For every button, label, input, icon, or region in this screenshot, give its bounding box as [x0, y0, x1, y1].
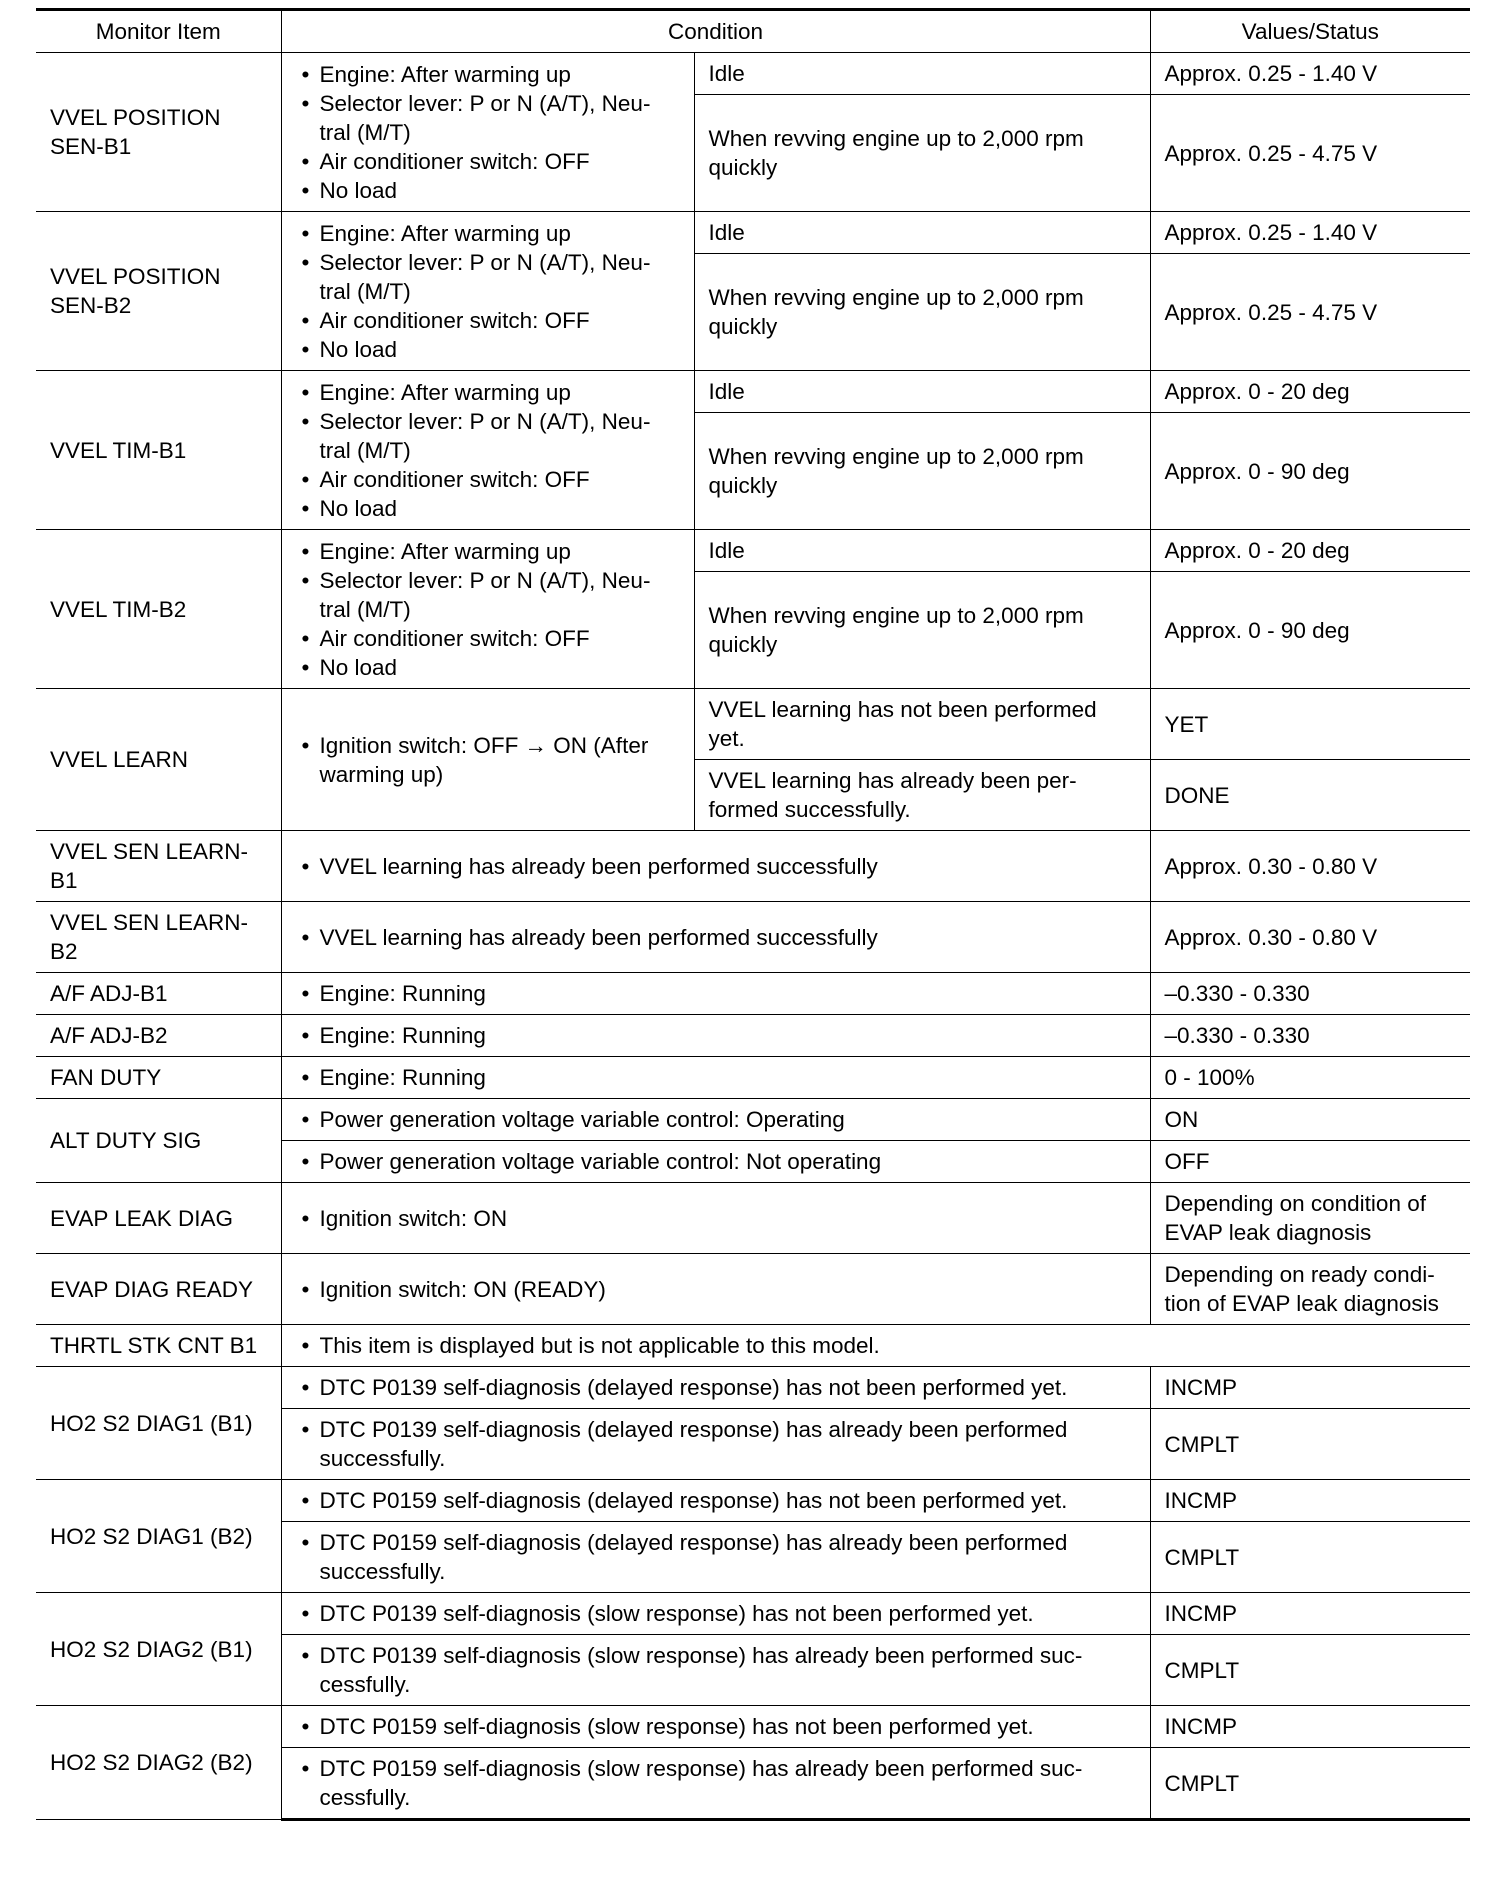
monitor-item-cell: A/F ADJ-B1 — [36, 973, 281, 1015]
monitor-item-cell: HO2 S2 DIAG1 (B2) — [36, 1480, 281, 1593]
monitor-item-cell: HO2 S2 DIAG2 (B2) — [36, 1706, 281, 1820]
value-cell: Approx. 0.30 - 0.80 V — [1150, 902, 1470, 973]
condition-cell — [281, 1748, 1150, 1820]
list-item: • Power generation voltage variable control: Operating — [296, 1105, 1136, 1134]
condition-cell — [281, 1254, 1150, 1325]
condition-cell — [281, 1480, 1150, 1522]
sub-condition-cell: When revving engine up to 2,000 rpm quickly — [694, 95, 1150, 212]
value-cell: CMPLT — [1150, 1635, 1470, 1706]
condition-list — [296, 1331, 1457, 1360]
value-cell: Approx. 0.30 - 0.80 V — [1150, 831, 1470, 902]
monitor-item-cell: VVEL LEARN — [36, 689, 281, 831]
header-condition: Condition — [281, 10, 1150, 53]
header-monitor-item: Monitor Item — [36, 10, 281, 53]
condition-cell — [281, 1325, 1470, 1367]
value-cell: Depending on ready condi-tion of EVAP leak diagnosis — [1150, 1254, 1470, 1325]
condition-list — [296, 1021, 1136, 1050]
condition-cell — [281, 371, 694, 530]
monitor-item-cell: VVEL POSITION SEN-B1 — [36, 53, 281, 212]
list-item: • Engine: After warming up — [296, 378, 680, 407]
table-row — [36, 530, 1470, 572]
monitor-item-cell: VVEL SEN LEARN-B1 — [36, 831, 281, 902]
list-item: • Ignition switch: ON (READY) — [296, 1275, 1136, 1304]
condition-cell — [281, 1706, 1150, 1748]
condition-list — [296, 1063, 1136, 1092]
condition-cell — [281, 1183, 1150, 1254]
list-item: • VVEL learning has already been performed successfully — [296, 923, 1136, 952]
condition-list — [296, 1641, 1136, 1699]
table-row — [36, 212, 1470, 254]
table-row — [36, 1254, 1470, 1325]
value-cell: CMPLT — [1150, 1748, 1470, 1820]
list-item: • Air conditioner switch: OFF — [296, 465, 680, 494]
list-item: • Air conditioner switch: OFF — [296, 306, 680, 335]
condition-cell — [281, 1141, 1150, 1183]
condition-cell — [281, 973, 1150, 1015]
condition-cell — [281, 1522, 1150, 1593]
list-item: • Air conditioner switch: OFF — [296, 624, 680, 653]
condition-list — [296, 219, 680, 364]
monitor-item-cell: VVEL TIM-B2 — [36, 530, 281, 689]
monitor-item-cell: A/F ADJ-B2 — [36, 1015, 281, 1057]
monitor-item-cell: HO2 S2 DIAG2 (B1) — [36, 1593, 281, 1706]
table-row — [36, 1015, 1470, 1057]
table-row — [36, 1099, 1470, 1141]
list-item: • Selector lever: P or N (A/T), Neu-tral (M/T) — [296, 566, 680, 624]
list-item: • No load — [296, 335, 680, 364]
table-row — [36, 831, 1470, 902]
condition-list — [296, 537, 680, 682]
condition-cell — [281, 530, 694, 689]
monitor-item-cell: VVEL SEN LEARN-B2 — [36, 902, 281, 973]
condition-list — [296, 1415, 1136, 1473]
list-item: • No load — [296, 653, 680, 682]
sub-condition-cell: Idle — [694, 212, 1150, 254]
table-row — [36, 1325, 1470, 1367]
list-item: • Engine: Running — [296, 1063, 1136, 1092]
condition-list — [296, 1712, 1136, 1741]
condition-cell — [281, 1015, 1150, 1057]
value-cell: DONE — [1150, 760, 1470, 831]
list-item: • Air conditioner switch: OFF — [296, 147, 680, 176]
condition-cell — [281, 212, 694, 371]
list-item: • Selector lever: P or N (A/T), Neu-tral (M/T) — [296, 248, 680, 306]
value-cell: INCMP — [1150, 1593, 1470, 1635]
value-cell: Approx. 0.25 - 4.75 V — [1150, 95, 1470, 212]
condition-cell — [281, 902, 1150, 973]
list-item: • DTC P0159 self-diagnosis (slow response) has not been performed yet. — [296, 1712, 1136, 1741]
condition-list — [296, 1486, 1136, 1515]
condition-cell — [281, 1099, 1150, 1141]
condition-list — [296, 1373, 1136, 1402]
condition-cell — [281, 1635, 1150, 1706]
condition-list — [296, 1275, 1136, 1304]
condition-list — [296, 852, 1136, 881]
monitor-item-table — [36, 8, 1470, 1821]
list-item: • Ignition switch: OFF → ON (After warming up) — [296, 731, 680, 789]
condition-list — [296, 923, 1136, 952]
list-item: • Engine: After warming up — [296, 537, 680, 566]
list-item: • No load — [296, 176, 680, 205]
value-cell: YET — [1150, 689, 1470, 760]
sub-condition-cell: When revving engine up to 2,000 rpm quickly — [694, 572, 1150, 689]
condition-list — [296, 1147, 1136, 1176]
list-item: • Engine: Running — [296, 1021, 1136, 1050]
list-item: • This item is displayed but is not applicable to this model. — [296, 1331, 1457, 1360]
value-cell: INCMP — [1150, 1367, 1470, 1409]
value-cell: –0.330 - 0.330 — [1150, 973, 1470, 1015]
header-values-status: Values/Status — [1150, 10, 1470, 53]
condition-list — [296, 1754, 1136, 1812]
monitor-item-cell: EVAP DIAG READY — [36, 1254, 281, 1325]
condition-cell — [281, 831, 1150, 902]
condition-list — [296, 731, 680, 789]
sub-condition-cell: Idle — [694, 530, 1150, 572]
table-row — [36, 1057, 1470, 1099]
condition-cell — [281, 53, 694, 212]
value-cell: Approx. 0.25 - 1.40 V — [1150, 53, 1470, 95]
sub-condition-cell: VVEL learning has already been per-formed successfully. — [694, 760, 1150, 831]
table-row — [36, 902, 1470, 973]
list-item: • DTC P0139 self-diagnosis (slow response) has already been performed suc-cessfully. — [296, 1641, 1136, 1699]
value-cell: Approx. 0 - 20 deg — [1150, 530, 1470, 572]
sub-condition-cell: When revving engine up to 2,000 rpm quickly — [694, 254, 1150, 371]
sub-condition-cell: Idle — [694, 371, 1150, 413]
list-item: • VVEL learning has already been performed successfully — [296, 852, 1136, 881]
value-cell: Approx. 0 - 90 deg — [1150, 572, 1470, 689]
condition-cell — [281, 1057, 1150, 1099]
monitor-item-cell: HO2 S2 DIAG1 (B1) — [36, 1367, 281, 1480]
list-item: • Selector lever: P or N (A/T), Neu-tral (M/T) — [296, 89, 680, 147]
value-cell: Approx. 0 - 90 deg — [1150, 413, 1470, 530]
condition-list — [296, 1204, 1136, 1233]
value-cell: 0 - 100% — [1150, 1057, 1470, 1099]
condition-list — [296, 378, 680, 523]
list-item: • No load — [296, 494, 680, 523]
sub-condition-cell: VVEL learning has not been performed yet. — [694, 689, 1150, 760]
table-row — [36, 53, 1470, 95]
value-cell: INCMP — [1150, 1480, 1470, 1522]
value-cell: ON — [1150, 1099, 1470, 1141]
table-row — [36, 689, 1470, 760]
monitor-item-cell: EVAP LEAK DIAG — [36, 1183, 281, 1254]
monitor-item-cell: THRTL STK CNT B1 — [36, 1325, 281, 1367]
value-cell: CMPLT — [1150, 1409, 1470, 1480]
table-row — [36, 973, 1470, 1015]
table-row — [36, 1706, 1470, 1748]
condition-list — [296, 1599, 1136, 1628]
sub-condition-cell: Idle — [694, 53, 1150, 95]
condition-cell — [281, 1593, 1150, 1635]
list-item: • DTC P0139 self-diagnosis (slow response) has not been performed yet. — [296, 1599, 1136, 1628]
list-item: • DTC P0139 self-diagnosis (delayed response) has not been performed yet. — [296, 1373, 1136, 1402]
list-item: • Engine: After warming up — [296, 219, 680, 248]
value-cell: Depending on condition of EVAP leak diagnosis — [1150, 1183, 1470, 1254]
condition-list — [296, 979, 1136, 1008]
value-cell: Approx. 0.25 - 1.40 V — [1150, 212, 1470, 254]
condition-cell — [281, 1409, 1150, 1480]
condition-list — [296, 60, 680, 205]
condition-cell — [281, 689, 694, 831]
table-row — [36, 1183, 1470, 1254]
condition-list — [296, 1528, 1136, 1586]
monitor-item-cell: ALT DUTY SIG — [36, 1099, 281, 1183]
condition-cell — [281, 1367, 1150, 1409]
list-item: • Engine: After warming up — [296, 60, 680, 89]
table-header-row — [36, 10, 1470, 53]
list-item: • DTC P0159 self-diagnosis (slow response) has already been performed suc-cessfully. — [296, 1754, 1136, 1812]
monitor-item-cell: VVEL TIM-B1 — [36, 371, 281, 530]
list-item: • Selector lever: P or N (A/T), Neu-tral (M/T) — [296, 407, 680, 465]
value-cell: Approx. 0.25 - 4.75 V — [1150, 254, 1470, 371]
sub-condition-cell: When revving engine up to 2,000 rpm quickly — [694, 413, 1150, 530]
list-item: • DTC P0139 self-diagnosis (delayed response) has already been performed successfully. — [296, 1415, 1136, 1473]
table-row — [36, 1367, 1470, 1409]
condition-list — [296, 1105, 1136, 1134]
table-row — [36, 371, 1470, 413]
list-item: • Engine: Running — [296, 979, 1136, 1008]
monitor-item-cell: VVEL POSITION SEN-B2 — [36, 212, 281, 371]
table-row — [36, 1593, 1470, 1635]
table-row — [36, 1480, 1470, 1522]
list-item: • Power generation voltage variable control: Not operating — [296, 1147, 1136, 1176]
value-cell: Approx. 0 - 20 deg — [1150, 371, 1470, 413]
monitor-item-cell: FAN DUTY — [36, 1057, 281, 1099]
list-item: • DTC P0159 self-diagnosis (delayed response) has not been performed yet. — [296, 1486, 1136, 1515]
value-cell: CMPLT — [1150, 1522, 1470, 1593]
list-item: • Ignition switch: ON — [296, 1204, 1136, 1233]
value-cell: OFF — [1150, 1141, 1470, 1183]
value-cell: –0.330 - 0.330 — [1150, 1015, 1470, 1057]
list-item: • DTC P0159 self-diagnosis (delayed response) has already been performed successfully. — [296, 1528, 1136, 1586]
value-cell: INCMP — [1150, 1706, 1470, 1748]
